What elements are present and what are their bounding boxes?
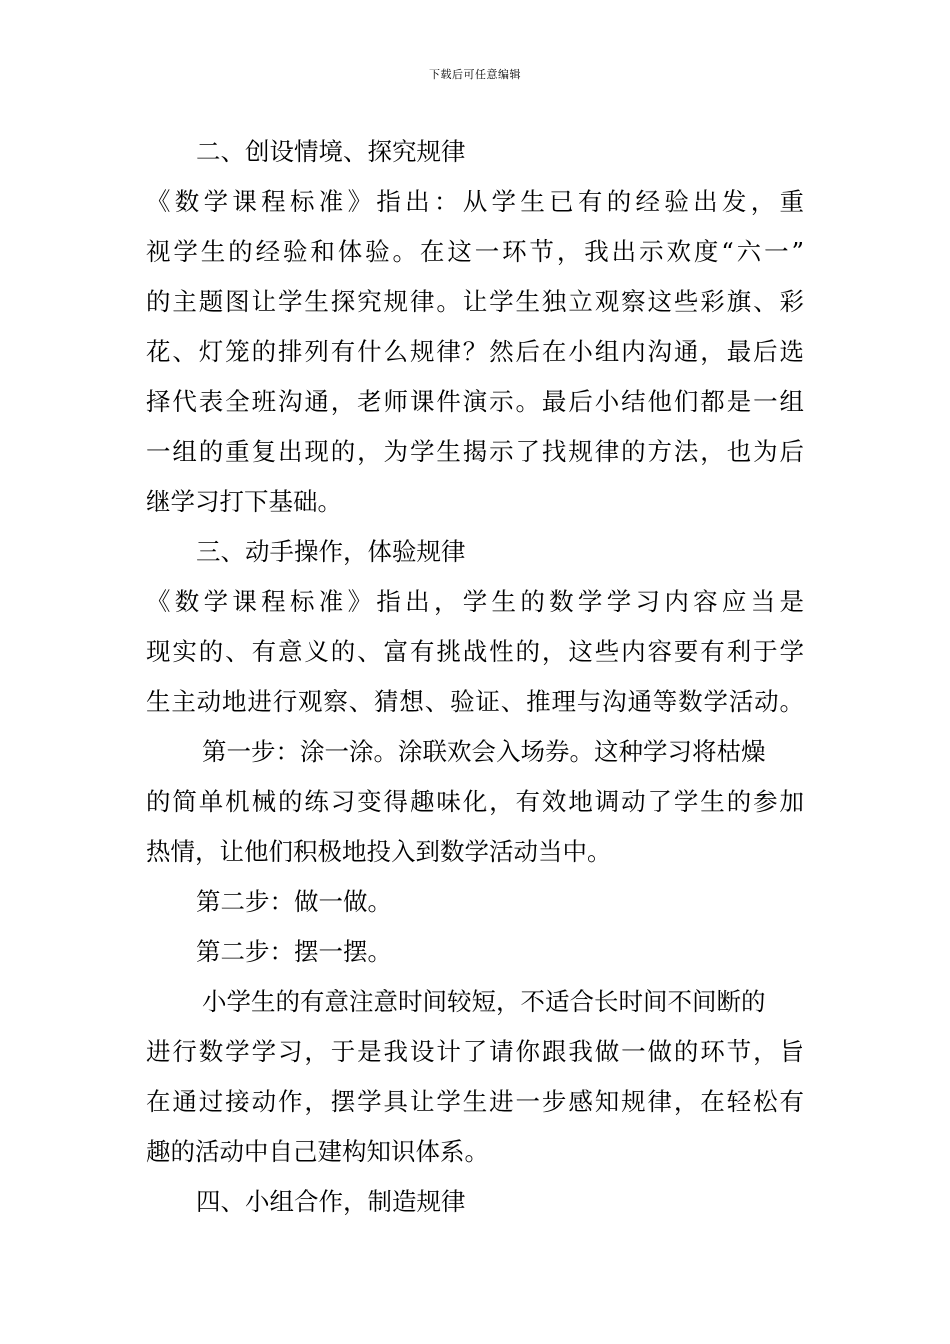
text-line: 二、创设情境、探究规律 <box>196 137 466 166</box>
text-line: 视学生的经验和体验。在这一环节，我出示欢度“六一” <box>146 237 804 266</box>
text-line: 继学习打下基础。 <box>146 487 342 516</box>
text-line: 热情，让他们积极地投入到数学活动当中。 <box>146 837 612 866</box>
text-line: 生主动地进行观察、猜想、验证、推理与沟通等数学活动。 <box>146 687 804 716</box>
text-line: 的简单机械的练习变得趣味化，有效地调动了学生的参加 <box>146 787 804 816</box>
text-line: 四、小组合作，制造规律 <box>196 1187 466 1216</box>
text-line: 的主题图让学生探究规律。让学生独立观察这些彩旗、彩 <box>146 287 804 316</box>
text-line: 现实的、有意义的、富有挑战性的，这些内容要有利于学 <box>146 637 804 666</box>
text-line: 趣的活动中自己建构知识体系。 <box>146 1137 489 1166</box>
text-line: 第二步：摆一摆。 <box>196 937 392 966</box>
text-line: 一组的重复出现的，为学生揭示了找规律的方法，也为后 <box>146 437 804 466</box>
text-line: 进行数学学习，于是我设计了请你跟我做一做的环节，旨 <box>146 1037 804 1066</box>
text-line: 在通过接动作，摆学具让学生进一步感知规律，在轻松有 <box>146 1087 804 1116</box>
text-line: 择代表全班沟通，老师课件演示。最后小结他们都是一组 <box>146 387 804 416</box>
text-line: 第二步：做一做。 <box>196 887 392 916</box>
text-line: 花、灯笼的排列有什么规律？然后在小组内沟通，最后选 <box>146 337 804 366</box>
header-note: 下载后可任意编辑 <box>429 68 521 81</box>
text-line: 第一步：涂一涂。涂联欢会入场券。这种学习将枯燥 <box>202 737 766 766</box>
text-line: 《数学课程标准》指出，学生的数学学习内容应当是 <box>146 587 804 616</box>
text-line: 三、动手操作，体验规律 <box>196 537 466 566</box>
text-line: 《数学课程标准》指出：从学生已有的经验出发，重 <box>146 187 804 216</box>
text-line: 小学生的有意注意时间较短，不适合长时间不间断的 <box>202 987 766 1016</box>
